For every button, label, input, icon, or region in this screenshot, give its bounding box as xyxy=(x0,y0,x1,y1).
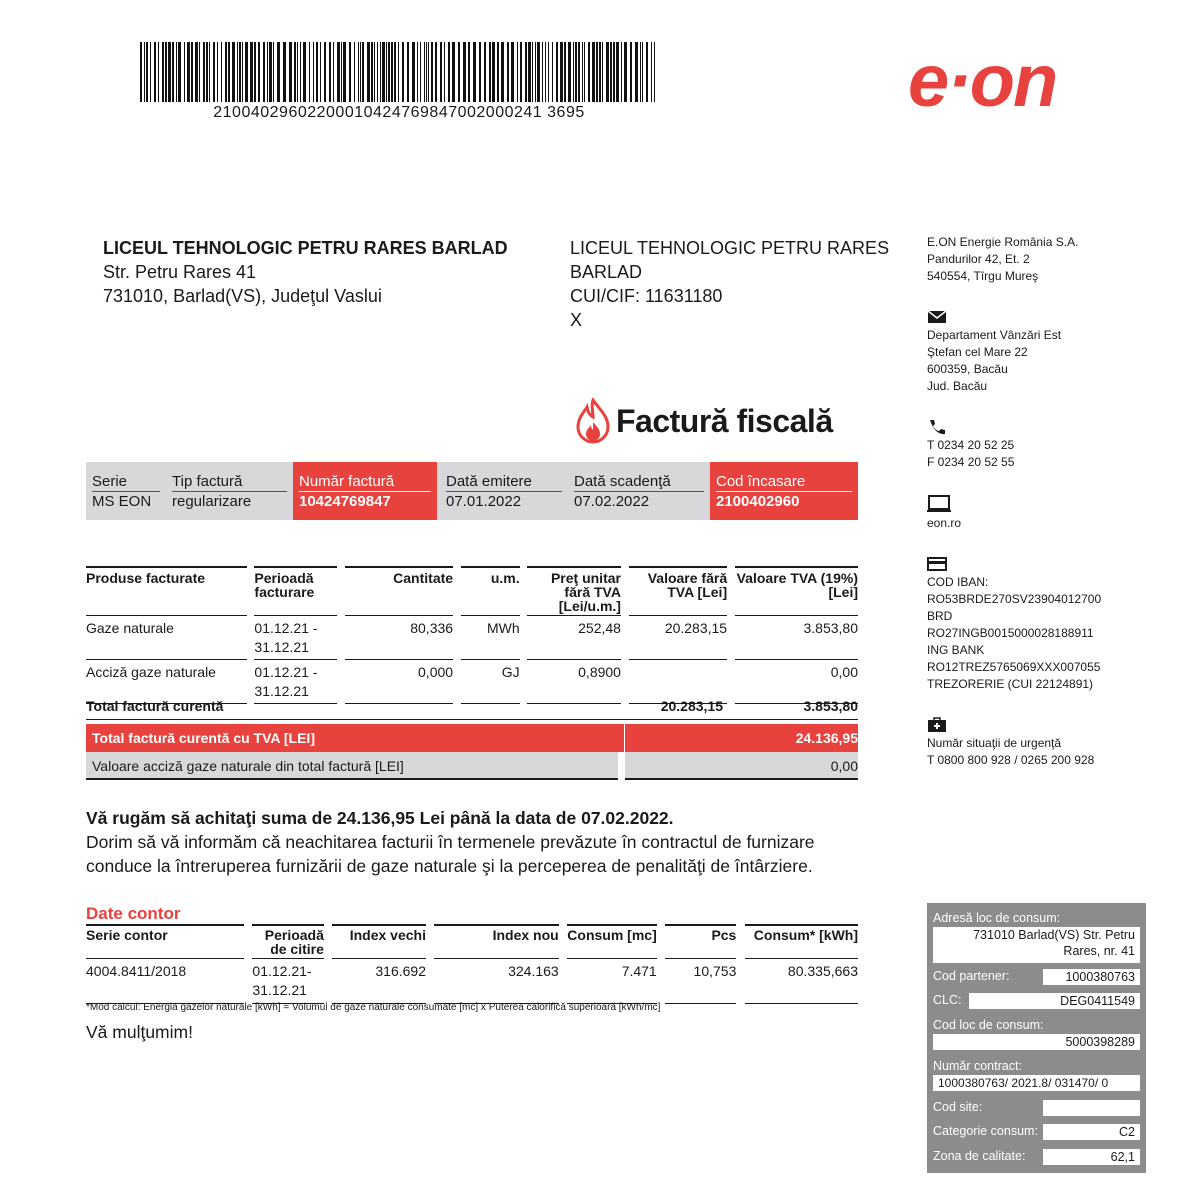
barcode-bar xyxy=(199,42,200,102)
barcode-bar xyxy=(178,42,181,102)
barcode-bar xyxy=(309,42,310,102)
barcode-bar xyxy=(548,42,549,102)
barcode-bar xyxy=(277,42,280,102)
barcode-bar xyxy=(573,42,574,102)
barcode-bar xyxy=(242,42,243,102)
barcode-bar xyxy=(532,42,533,102)
barcode-bar xyxy=(492,42,495,102)
supplier-company: E.ON Energie România S.A. Pandurilor 42, Et. 2 540554, Tîrgu Mureş xyxy=(927,235,1079,283)
barcode-bar xyxy=(263,42,265,102)
invoice-title-text: Factură fiscală xyxy=(616,402,833,439)
barcode-bar xyxy=(473,42,476,102)
barcode-bar xyxy=(258,42,260,102)
supplier-mail: Departament Vânzări Est Ştefan cel Mare 22 600359, Bacău Jud. Bacău xyxy=(927,309,1177,395)
barcode-bar xyxy=(228,42,230,102)
payment-message: Vă rugăm să achitaţi suma de 24.136,95 Lei până la data de 07.02.2022. Dorim să vă informăm că neachitarea facturii în termenele prevăzute în contractul de furnizare conduce la întreruperea furnizării de gaze naturale şi la perceperea de penalităţi de întârziere. xyxy=(86,808,815,876)
barcode-bar xyxy=(568,42,571,102)
barcode-bar xyxy=(377,42,378,102)
barcode-bar xyxy=(564,42,566,102)
barcode-bar xyxy=(424,42,425,102)
col-um: u.m. xyxy=(461,567,520,616)
barcode-bar xyxy=(599,42,601,102)
supplier-emergency: Număr situaţii de urgenţă T 0800 800 928 / 0265 200 928 xyxy=(927,717,1177,769)
barcode-bar xyxy=(358,42,359,102)
barcode-bar xyxy=(646,42,648,102)
barcode-bar xyxy=(140,42,142,102)
barcode-bar xyxy=(582,42,583,102)
supplier-phone: T 0234 20 52 25 F 0234 20 52 55 xyxy=(927,419,1177,471)
barcode-bar xyxy=(501,42,504,102)
barcode-bar xyxy=(535,42,536,102)
divider xyxy=(86,719,858,720)
barcode-bar xyxy=(407,42,409,102)
barcode-bar xyxy=(542,42,543,102)
recipient-street: Str. Petru Rares 41 xyxy=(103,262,257,282)
recipient-address xyxy=(103,236,508,308)
total-with-vat-value: 24.136,95 xyxy=(625,724,858,752)
barcode-bar xyxy=(237,42,238,102)
barcode-bar xyxy=(525,42,527,102)
laptop-icon xyxy=(927,495,951,513)
customer-name-2: BARLAD xyxy=(570,262,643,282)
header-emitere: Dată emitere 07.01.2022 xyxy=(440,462,568,520)
barcode-bar xyxy=(388,42,390,102)
barcode-bar xyxy=(217,42,218,102)
customer-name-1: LICEUL TEHNOLOGIC PETRU RARES xyxy=(570,238,890,258)
barcode-bar xyxy=(511,42,514,102)
barcode-bar xyxy=(624,42,627,102)
barcode-bar xyxy=(479,42,481,102)
barcode-bar xyxy=(213,42,215,102)
meter-table xyxy=(86,924,858,1004)
barcode-bar xyxy=(329,42,331,102)
meter-title: Date contor xyxy=(86,904,181,923)
barcode-bar xyxy=(588,42,590,102)
col-tva: Valoare TVA (19%) [Lei] xyxy=(735,567,858,616)
customer-cui: CUI/CIF: 11631180 xyxy=(570,286,723,306)
barcode-bar xyxy=(402,42,404,102)
barcode-bar xyxy=(484,42,486,102)
col-pret: Preţ unitar fără TVA [Lei/u.m.] xyxy=(527,567,621,616)
barcode-bar xyxy=(428,42,429,102)
card-icon xyxy=(927,556,947,572)
barcode-bar xyxy=(606,42,609,102)
total-with-vat-label: Total factură curentă cu TVA [LEI] xyxy=(86,724,624,752)
barcode-bar xyxy=(468,42,470,102)
consumption-box: Adresă loc de consum: 731010 Barlad(VS) Str. Petru Rares, nr. 41 Cod partener: 1000380763 CLC: DEG0411549 Cod loc de consum: 5000398289 Număr contract: 1000380763/ 2021.8/ 031470/ 0 Cod site: Categorie consum: C2 Zona de calitate: 62,1 xyxy=(927,903,1146,1173)
barcode-bar xyxy=(642,42,643,102)
eon-logo xyxy=(908,50,1140,116)
barcode-bar xyxy=(560,42,563,102)
flame-icon xyxy=(576,398,610,444)
barcode-bar xyxy=(386,42,387,102)
barcode-bar xyxy=(289,42,292,102)
barcode-bar xyxy=(584,42,585,102)
barcode-bar xyxy=(297,42,298,102)
svg-text:e·on: e·on xyxy=(908,50,1057,116)
barcode-bar xyxy=(362,42,364,102)
supplier-iban: COD IBAN: RO53BRDE270SV23904012700 BRD RO27INGB0015000028188911 ING BANK RO12TREZ5765069XXX007055 TREZORERIE (CUI 22124891) xyxy=(927,556,1177,693)
barcode-bar xyxy=(448,42,450,102)
barcode-bar xyxy=(245,42,248,102)
barcode-bar xyxy=(463,42,466,102)
barcode-bar xyxy=(613,42,615,102)
barcode-bar xyxy=(610,42,612,102)
barcode-bar xyxy=(146,42,148,102)
total-label: Total factură curentă xyxy=(86,698,224,714)
total-tva: 3.853,80 xyxy=(803,698,858,714)
barcode-bar xyxy=(435,42,437,102)
barcode-bar xyxy=(592,42,595,102)
barcode-bar xyxy=(458,42,460,102)
barcode-bar xyxy=(654,42,655,102)
recipient-name: LICEUL TEHNOLOGIC PETRU RARES BARLAD xyxy=(103,238,508,258)
barcode-bar xyxy=(172,42,174,102)
header-scadenta: Dată scadenţă 07.02.2022 xyxy=(568,462,710,520)
barcode-bar xyxy=(349,42,351,102)
meter-header-row: Serie contor Perioadă de citire Index vechi Index nou Consum [mc] Pcs Consum* [kWh] xyxy=(86,927,858,957)
barcode-bar xyxy=(360,42,361,102)
barcode-bar xyxy=(616,42,619,102)
barcode-bar xyxy=(382,42,385,102)
barcode-bar xyxy=(283,42,286,102)
thanks: Vă mulţumim! xyxy=(86,1022,193,1042)
barcode-bar xyxy=(630,42,632,102)
barcode-bar xyxy=(528,42,531,102)
barcode-bar xyxy=(176,42,177,102)
barcode-bar xyxy=(578,42,580,102)
barcode-bar xyxy=(537,42,540,102)
barcode-bar xyxy=(640,42,641,102)
items-table xyxy=(86,566,858,704)
barcode-bar xyxy=(596,42,598,102)
barcode-bar xyxy=(371,42,373,102)
header-serie: Serie MS EON xyxy=(86,462,166,520)
barcode-bar xyxy=(144,42,145,102)
phone-icon xyxy=(927,419,947,435)
total-row xyxy=(86,698,858,714)
barcode-bar xyxy=(412,42,415,102)
first-aid-icon xyxy=(927,717,947,733)
invoice-title xyxy=(576,396,833,446)
barcode-bar xyxy=(273,42,274,102)
barcode-bar xyxy=(250,42,253,102)
customer-info xyxy=(570,236,890,332)
barcode-bar xyxy=(206,42,208,102)
barcode-bar xyxy=(520,42,522,102)
barcode-number: 21004029602200010424769847002000241 3695 xyxy=(213,104,585,121)
barcode-bar xyxy=(398,42,399,102)
total-valoare: 20.283,15 xyxy=(660,698,723,714)
supplier-sidebar xyxy=(927,234,1177,793)
barcode-bar xyxy=(158,42,159,102)
barcode-bar xyxy=(556,42,558,102)
col-cantitate: Cantitate xyxy=(345,567,453,616)
barcode-bar xyxy=(417,42,418,102)
barcode-bar xyxy=(320,42,321,102)
barcode-bar xyxy=(209,42,210,102)
barcode-bar xyxy=(394,42,396,102)
barcode-bar xyxy=(316,42,318,102)
barcode-bar xyxy=(191,42,193,102)
barcode-bar xyxy=(545,42,546,102)
barcode-bar xyxy=(444,42,445,102)
table-row: Acciză gaze naturale 01.12.21 - 31.12.21 0,000 GJ 0,8900 0,00 xyxy=(86,660,858,704)
barcode-bar xyxy=(187,42,190,102)
barcode-bar xyxy=(367,42,370,102)
header-cod: Cod încasare 2100402960 xyxy=(710,462,858,520)
barcode-bar xyxy=(221,42,222,102)
items-header-row xyxy=(86,567,858,616)
barcode-bar xyxy=(337,42,340,102)
barcode-bar xyxy=(195,42,198,102)
barcode-bar xyxy=(507,42,509,102)
invoice-header xyxy=(86,462,858,520)
barcode-bar xyxy=(267,42,268,102)
table-row: Gaze naturale 01.12.21 - 31.12.21 80,336 MWh 252,48 20.283,15 3.853,80 xyxy=(86,616,858,660)
excise-label: Valoare acciză gaze naturale din total factură [LEI] xyxy=(86,752,618,780)
barcode-bar xyxy=(203,42,205,102)
envelope-icon xyxy=(927,309,947,325)
barcode-bar xyxy=(184,42,185,102)
barcode-bar xyxy=(517,42,518,102)
barcode-bar xyxy=(651,42,652,102)
col-produse: Produse facturate xyxy=(86,567,247,616)
table-row: 4004.8411/2018 01.12.21- 31.12.21 316.692 324.163 7.471 10,753 80.335,663 xyxy=(86,959,858,1004)
barcode-bar xyxy=(426,42,427,102)
barcode-bar xyxy=(341,42,342,102)
barcode-bar xyxy=(602,42,603,102)
barcode-bar xyxy=(324,42,326,102)
barcode-bar xyxy=(575,42,577,102)
col-valoare: Valoare fără TVA [Lei] xyxy=(629,567,727,616)
barcode-bar xyxy=(168,42,171,102)
barcode-bar xyxy=(313,42,314,102)
barcode-bar xyxy=(440,42,442,102)
supplier-web: eon.ro xyxy=(927,495,1177,532)
header-numar: Număr factură 10424769847 xyxy=(293,462,437,520)
barcode-bar xyxy=(552,42,553,102)
barcode-bar xyxy=(333,42,334,102)
barcode-bar xyxy=(162,42,164,102)
barcode-bar xyxy=(225,42,227,102)
barcode-bar xyxy=(391,42,393,102)
barcode-bar xyxy=(269,42,272,102)
barcode-bar xyxy=(452,42,455,102)
recipient-city: 731010, Barlad(VS), Judeţul Vaslui xyxy=(103,286,382,306)
excise-value: 0,00 xyxy=(625,752,858,780)
customer-extra: X xyxy=(570,310,583,330)
barcode-bar xyxy=(343,42,346,102)
barcode-bar xyxy=(303,42,306,102)
barcode-bar xyxy=(232,42,235,102)
barcode-bar xyxy=(621,42,622,102)
barcode-bar xyxy=(635,42,638,102)
barcode-bar xyxy=(294,42,296,102)
barcode-bar xyxy=(154,42,156,102)
footnote: *Mod calcul: Energia gazelor naturale [kWh] = Volumul de gaze naturale consumate [mc] x Puterea calorifică superioară [kWh/mc] xyxy=(86,1002,661,1013)
barcode-bar xyxy=(497,42,499,102)
barcode-bar xyxy=(374,42,375,102)
barcode-bar xyxy=(239,42,241,102)
barcode xyxy=(138,42,660,102)
barcode-bar xyxy=(354,42,355,102)
barcode-bar xyxy=(431,42,433,102)
barcode-bar xyxy=(165,42,167,102)
barcode-bar xyxy=(380,42,381,102)
barcode-bar xyxy=(150,42,151,102)
barcode-bar xyxy=(254,42,256,102)
barcode-bar xyxy=(489,42,491,102)
col-perioada: Perioadă facturare xyxy=(254,567,337,616)
header-tip: Tip factură regularizare xyxy=(166,462,293,520)
barcode-bar xyxy=(300,42,301,102)
barcode-bar xyxy=(420,42,421,102)
